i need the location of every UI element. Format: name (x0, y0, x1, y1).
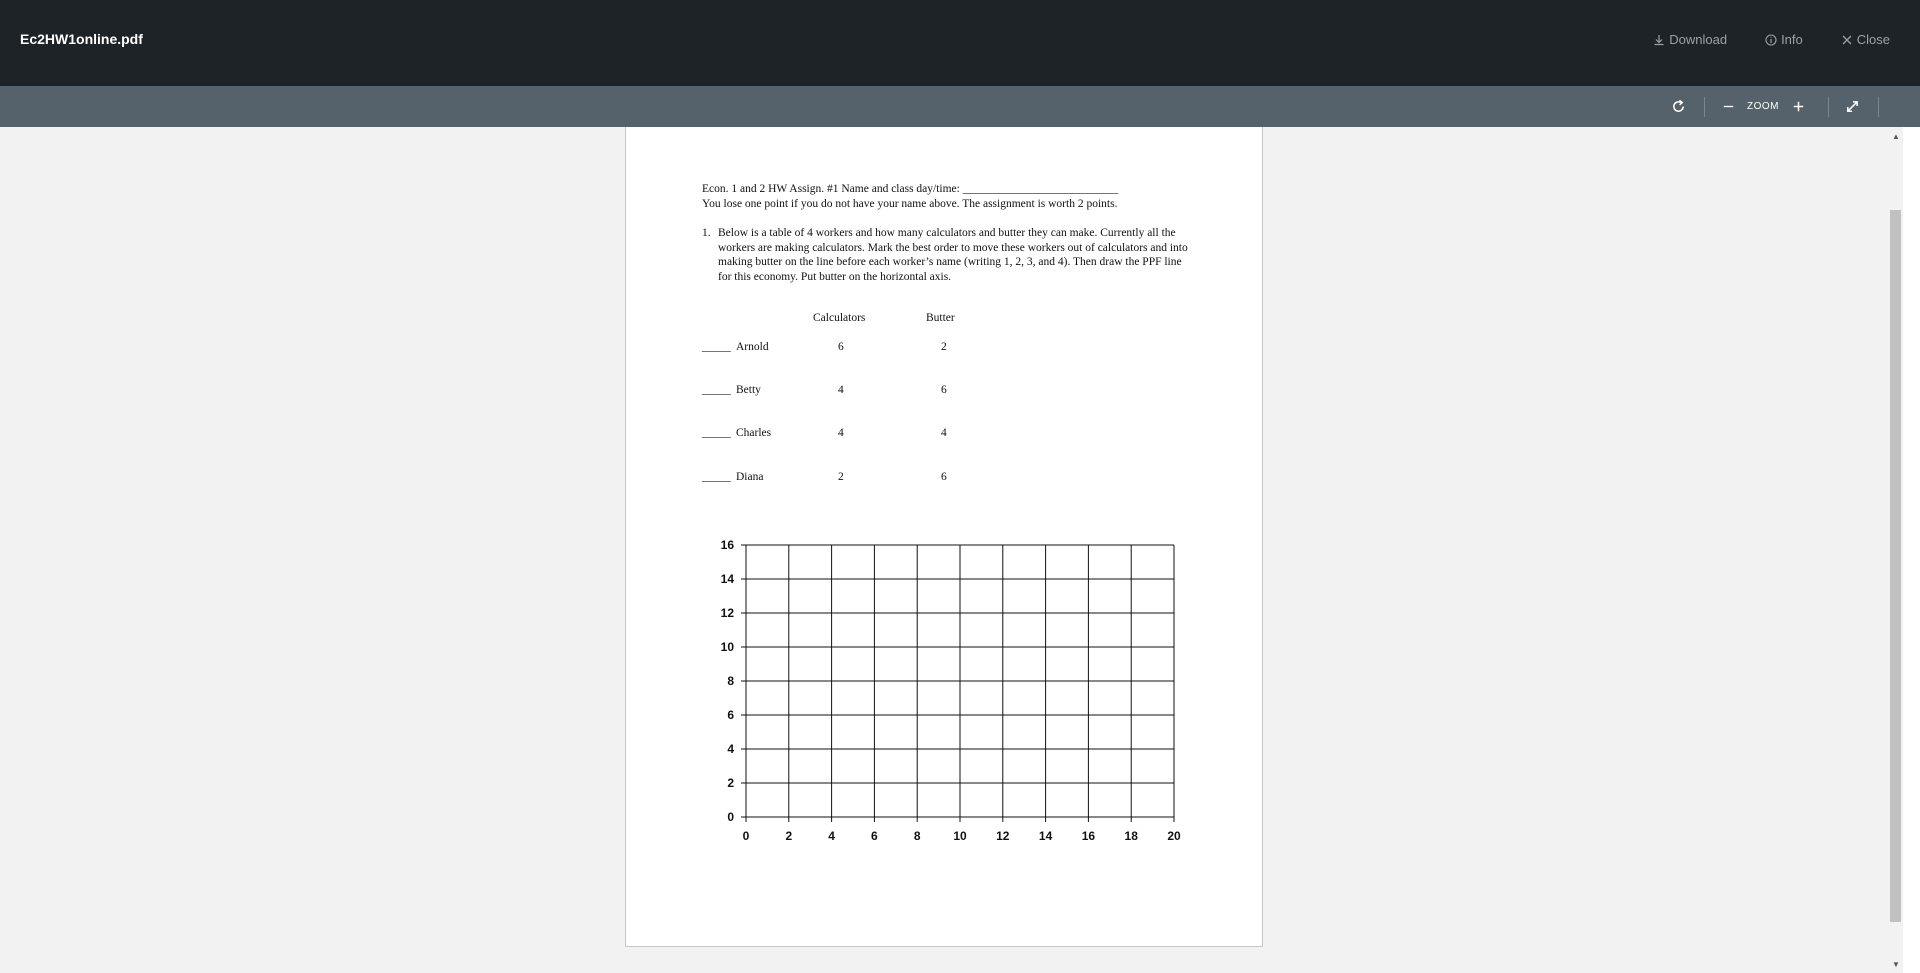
y-tick-label: 0 (727, 810, 734, 824)
rotate-button[interactable] (1665, 94, 1691, 120)
calculators-value: 2 (838, 471, 844, 483)
expand-icon (1845, 99, 1860, 114)
question-1 (702, 226, 1192, 285)
y-tick-label: 4 (727, 742, 734, 756)
window-edge (1903, 127, 1920, 973)
y-tick-label: 8 (727, 674, 734, 688)
x-tick-label: 20 (1167, 829, 1181, 843)
document-viewport[interactable] (0, 127, 1890, 973)
close-label: Close (1856, 32, 1890, 47)
y-tick-label: 14 (720, 572, 734, 586)
question-number: 1. (702, 227, 711, 239)
info-icon (1765, 34, 1777, 46)
zoom-in-button[interactable] (1785, 94, 1811, 120)
worker-name: Diana (736, 471, 764, 483)
header-actions (1653, 32, 1890, 47)
info-label: Info (1781, 32, 1803, 47)
worker-name: Charles (736, 427, 772, 439)
table-row (702, 341, 1002, 357)
scroll-down-arrow[interactable]: ▼ (1892, 959, 1900, 969)
butter-value: 6 (941, 471, 947, 483)
x-tick-label: 4 (828, 829, 835, 843)
zoom-out-button[interactable] (1715, 94, 1741, 120)
x-tick-label: 2 (785, 829, 793, 843)
y-tick-label: 12 (720, 606, 734, 620)
x-tick-label: 0 (742, 829, 750, 843)
zoom-label: ZOOM (1747, 101, 1779, 112)
viewer-header (0, 0, 1920, 86)
viewer-toolbar (0, 86, 1920, 127)
calculators-value: 6 (838, 341, 844, 353)
table-row (702, 384, 1002, 400)
table-header-butter: Butter (926, 312, 955, 324)
y-tick-label: 16 (720, 538, 734, 552)
calculators-value: 4 (838, 427, 844, 439)
y-tick-label: 2 (727, 776, 734, 790)
table-row (702, 427, 1002, 443)
download-label: Download (1669, 32, 1728, 47)
fullscreen-button[interactable] (1839, 94, 1865, 120)
x-tick-label: 18 (1124, 829, 1138, 843)
calculators-value: 4 (838, 384, 844, 396)
x-tick-label: 6 (871, 829, 878, 843)
rank-blank: _____ (702, 471, 731, 483)
plus-icon (1791, 99, 1806, 114)
scrollbar-thumb[interactable] (1890, 210, 1901, 922)
toolbar-divider (1828, 97, 1829, 117)
y-tick-label: 6 (727, 708, 734, 722)
rotate-icon (1671, 99, 1686, 114)
toolbar-divider (1704, 97, 1705, 117)
scroll-up-arrow[interactable]: ▲ (1892, 131, 1900, 141)
table-row (702, 471, 1002, 487)
close-icon (1841, 34, 1853, 46)
worker-name: Arnold (736, 341, 769, 353)
rank-blank: _____ (702, 384, 731, 396)
y-tick-label: 10 (720, 640, 734, 654)
pdf-page (625, 127, 1263, 947)
x-tick-label: 16 (1081, 829, 1096, 843)
rank-blank: _____ (702, 427, 731, 439)
butter-value: 2 (941, 341, 947, 353)
close-button[interactable] (1841, 32, 1890, 47)
table-header-calculators: Calculators (813, 312, 866, 324)
header-line: Econ. 1 and 2 HW Assign. #1 Name and class day/time: ___________________________ (702, 183, 1118, 195)
x-tick-label: 8 (913, 829, 921, 843)
toolbar-divider (1878, 97, 1879, 117)
ppf-grid-chart (706, 537, 1186, 857)
rank-blank: _____ (702, 341, 731, 353)
butter-value: 4 (941, 427, 947, 439)
x-tick-label: 14 (1038, 829, 1053, 843)
minus-icon (1721, 99, 1736, 114)
download-button[interactable] (1653, 32, 1727, 47)
question-text: Below is a table of 4 workers and how many calculators and butter they can make. Currently all the workers are making calculators. Mark the best order to move these workers out of calculators and into making butter on the line before each worker’s name (writing 1, 2, 3, and 4). Then draw the PPF line for this economy. Put butter on the horizontal axis. (718, 227, 1188, 284)
butter-value: 6 (941, 384, 947, 396)
worker-name: Betty (736, 384, 761, 396)
file-name: Ec2HW1online.pdf (20, 31, 143, 47)
download-icon (1653, 34, 1665, 46)
x-tick-label: 10 (953, 829, 967, 843)
instruction-line: You lose one point if you do not have your name above. The assignment is worth 2 points. (702, 198, 1118, 210)
info-button[interactable] (1765, 32, 1803, 47)
x-tick-label: 12 (996, 829, 1010, 843)
